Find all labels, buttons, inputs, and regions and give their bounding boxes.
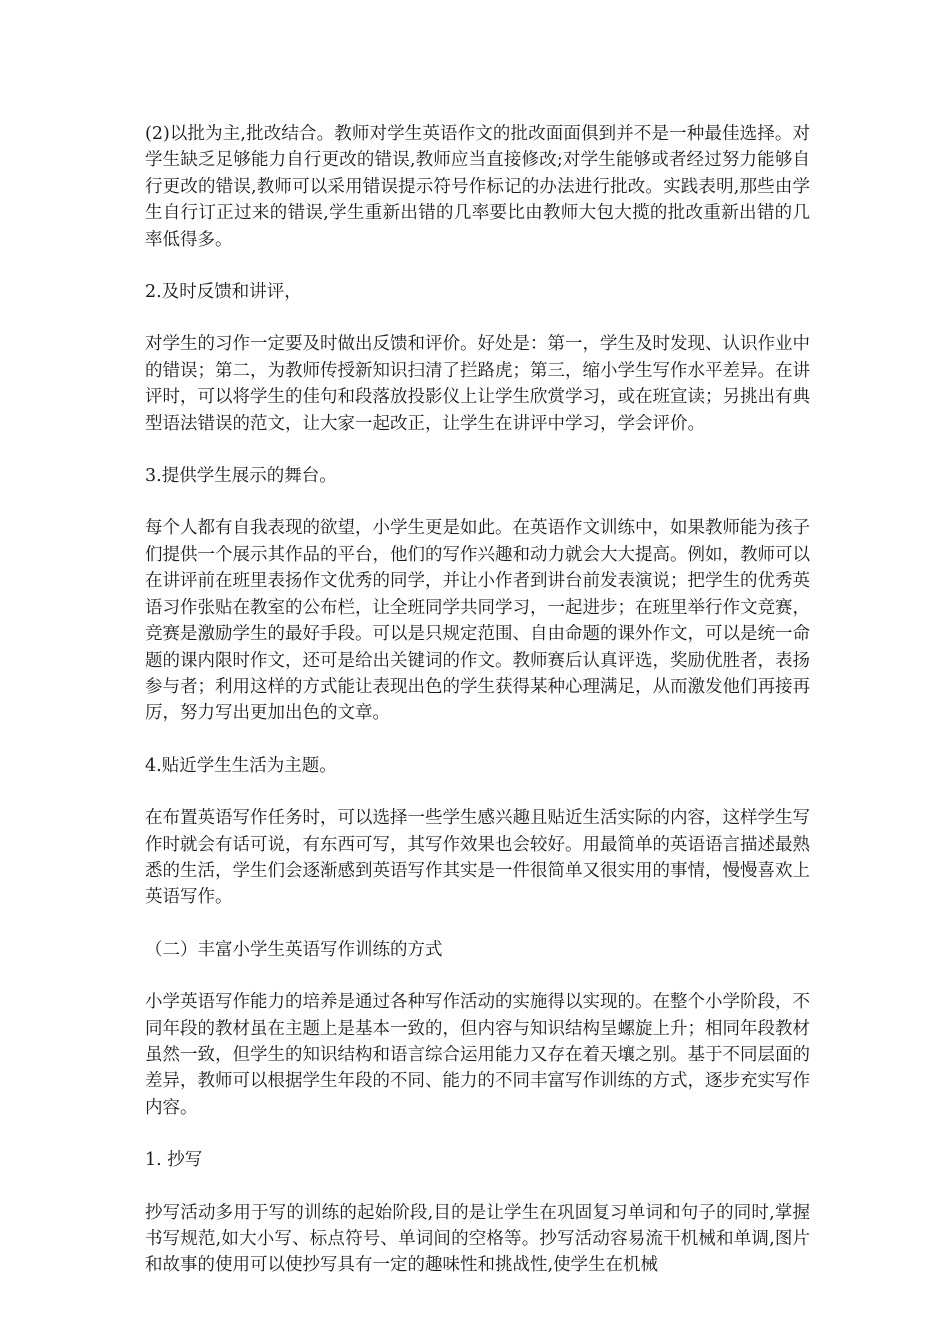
heading-life-theme: 4.贴近学生生活为主题。 (145, 755, 337, 776)
heading-timely-feedback: 2.及时反馈和讲评， (145, 282, 302, 303)
paragraph-feedback: 对学生的习作一定要及时做出反馈和评价。好处是：第一，学生及时发现、认识作业中的错误；第二，为教师传授新知识扫清了拦路虎；第三，缩小学生写作水平差异。在讲评时，可以将学生的佳句和段落放投影仪上让学生欣赏学习，或在班宣读；另挑出有典型语法错误的范文，让大家一起改正，让学生在讲评中学习，学会评价。 (145, 334, 810, 434)
paragraph-writing-methods: 小学英语写作能力的培养是通过各种写作活动的实施得以实现的。在整个小学阶段，不同年段的教材虽在主题上是基本一致的，但内容与知识结构呈螺旋上升；相同年段教材虽然一致，但学生的知识结构和语言综合运用能力又存在着天壤之别。基于不同层面的差异，教师可以根据学生年段的不同、能力的不同丰富写作训练的方式，逐步充实写作内容。 (145, 992, 810, 1118)
document-page (145, 121, 810, 1305)
paragraph-life-theme: 在布置英语写作任务时，可以选择一些学生感兴趣且贴近生活实际的内容，这样学生写作时就会有话可说，有东西可写，其写作效果也会较好。用最简单的英语语言描述最熟悉的生活，学生们会逐渐感到英语写作其实是一件很简单又很实用的事情，慢慢喜欢上英语写作。 (145, 808, 810, 908)
paragraph-correction-method: (2)以批为主,批改结合。教师对学生英语作文的批改面面俱到并不是一种最佳选择。对学生缺乏足够能力自行更改的错误,教师应当直接修改;对学生能够或者经过努力能够自行更改的错误,教师可以采用错误提示符号作标记的办法进行批改。实践表明,那些由学生自行订正过来的错误,学生重新出错的几率要比由教师大包大揽的批改重新出错的几率低得多。 (145, 124, 810, 250)
paragraph-showcase: 每个人都有自我表现的欲望，小学生更是如此。在英语作文训练中，如果教师能为孩子们提供一个展示其作品的平台，他们的写作兴趣和动力就会大大提高。例如，教师可以在讲评前在班里表扬作文优秀的同学，并让小作者到讲台前发表演说；把学生的优秀英语习作张贴在教室的公布栏，让全班同学共同学习，一起进步；在班里举行作文竞赛，竞赛是激励学生的最好手段。可以是只规定范围、自由命题的课外作文，可以是统一命题的课内限时作文，还可是给出关键词的作文。教师赛后认真评选，奖励优胜者，表扬参与者；利用这样的方式能让表现出色的学生获得某种心理满足，从而激发他们再接再厉，努力写出更加出色的文章。 (145, 518, 810, 724)
paragraph-copying: 抄写活动多用于写的训练的起始阶段,目的是让学生在巩固复习单词和句子的同时,掌握书写规范,如大小写、标点符号、单词间的空格等。抄写活动容易流干机械和单调,图片和故事的使用可以使抄写具有一定的趣味性和挑战性,使学生在机械 (145, 1202, 810, 1276)
heading-section-two: （二）丰富小学生英语写作训练的方式 (145, 939, 443, 960)
heading-showcase-stage: 3.提供学生展示的舞台。 (145, 466, 337, 487)
heading-copying: 1. 抄写 (145, 1150, 203, 1171)
